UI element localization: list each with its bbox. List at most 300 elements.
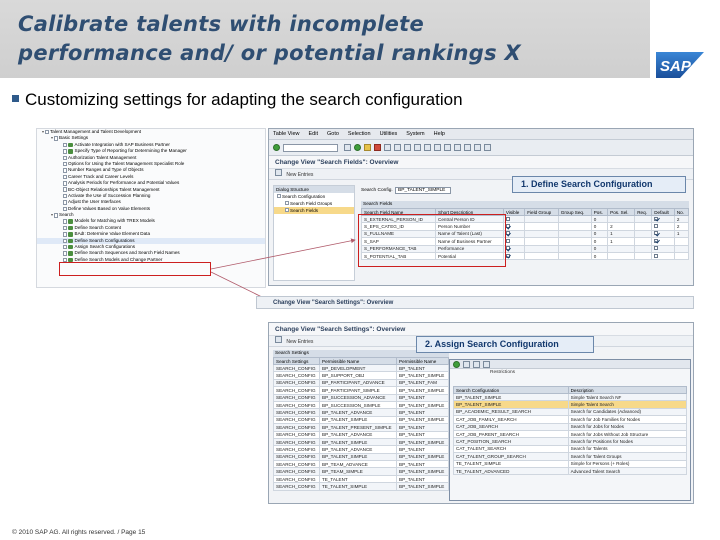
table-row[interactable]	[454, 460, 687, 467]
table-header-row	[454, 387, 687, 394]
search-config-value[interactable]: BP_TALENT_SIMPLE	[395, 187, 451, 194]
tree-node-label: Define Search Models and Change Partner	[74, 256, 163, 262]
table-cell: 2	[674, 216, 688, 223]
slide-title-line2: performance and/ or potential rankings X	[18, 41, 522, 65]
documentation-icon[interactable]	[54, 213, 58, 218]
table-cell: S_POTENTIAL_TAB	[362, 252, 436, 259]
table-cell: BP_TALENT	[397, 365, 449, 372]
table-cell: Simple Talent Search	[568, 401, 686, 408]
table-cell: BP_TALENT_SIMPLE	[397, 416, 449, 423]
table-cell: BP_TALENT_ADVANCE	[320, 446, 397, 453]
documentation-icon[interactable]	[63, 239, 67, 244]
table-cell: SEARCH_CONFIG	[274, 379, 320, 386]
table-cell: TE_TALENT_ADVANCED	[454, 467, 569, 474]
search-settings-dialog-header: Change View "Search Settings": Overview	[256, 296, 694, 309]
table-row[interactable]	[454, 401, 687, 408]
search-config-row	[361, 187, 451, 194]
enter-icon[interactable]	[273, 144, 280, 151]
tree-node-label: Basic Settings	[59, 135, 89, 141]
table-cell: BP_TALENT_SIMPLE	[320, 438, 397, 445]
table-cell: 0	[591, 230, 607, 237]
table-cell: SEARCH_CONFIG	[274, 431, 320, 438]
table-cell: BP_TEAM_ADVANCE	[320, 461, 397, 468]
column-header[interactable]: Default	[652, 209, 675, 216]
table-cell: TE_TALENT_SIMPLE	[454, 460, 569, 467]
table-row[interactable]	[274, 409, 449, 416]
checkbox-icon[interactable]	[506, 217, 510, 221]
screen-title: Change View "Search Fields": Overview	[269, 156, 693, 169]
column-header[interactable]: Search Field Name	[362, 209, 436, 216]
table-row[interactable]	[274, 446, 449, 453]
table-cell	[558, 245, 591, 252]
table-cell: Search for Talent Groups	[568, 453, 686, 460]
table-cell: Simple Talent Search NF	[568, 394, 686, 401]
menu-bar	[269, 129, 693, 140]
table-cell	[652, 223, 675, 230]
table-row[interactable]	[454, 408, 687, 415]
table-row[interactable]	[274, 379, 449, 386]
table-cell	[674, 245, 688, 252]
menu-item[interactable]: Edit	[308, 131, 318, 137]
tree-node-label: Adjust the User Interfaces	[68, 199, 121, 205]
table-cell: SEARCH_CONFIG	[274, 401, 320, 408]
standard-toolbar	[269, 140, 693, 156]
tree-node-label: Define Search Configurations	[74, 237, 135, 243]
tree-node-label: Career Track and Career Levels	[68, 173, 134, 179]
table-cell: BP_TALENT	[397, 431, 449, 438]
table-cell: SEARCH_CONFIG	[274, 446, 320, 453]
svg-text:SAP: SAP	[660, 58, 691, 75]
table-cell	[635, 252, 652, 259]
table-cell: SEARCH_CONFIG	[274, 438, 320, 445]
callout-assign-search-config: 2. Assign Search Configuration	[416, 336, 594, 353]
documentation-icon[interactable]	[63, 181, 67, 186]
table-cell	[525, 230, 559, 237]
checkbox-icon[interactable]	[654, 254, 658, 258]
table-cell: S_FULLNAME	[362, 230, 436, 237]
table-cell: BP_TALENT	[397, 446, 449, 453]
table-cell: 1	[674, 230, 688, 237]
highlight-box-search-fields	[358, 214, 506, 267]
checkbox-checked-icon[interactable]	[506, 254, 510, 258]
slide-title	[18, 10, 638, 68]
table-cell: Name of Business Partner	[436, 238, 504, 245]
documentation-icon[interactable]	[63, 149, 67, 154]
table-row[interactable]	[454, 438, 687, 445]
table-cell: BP_TALENT_SIMPLE	[320, 416, 397, 423]
checkbox-checked-icon[interactable]	[654, 239, 658, 243]
slide-title-line1: Calibrate talents with incomplete	[18, 12, 425, 36]
table-cell: BP_TALENT_SIMPLE	[397, 387, 449, 394]
documentation-icon[interactable]	[63, 162, 67, 167]
column-header[interactable]: Pos. Sel.	[608, 209, 635, 216]
table-cell: SEARCH_CONFIG	[274, 365, 320, 372]
documentation-icon[interactable]	[63, 251, 67, 256]
dialog-structure-item[interactable]	[274, 207, 354, 214]
table-cell: CAT_TALENT_SEARCH	[454, 445, 569, 452]
new-entries-button-2[interactable]: New Entries	[286, 339, 314, 345]
table-cell: BP_TALENT_SIMPLE	[454, 394, 569, 401]
documentation-icon[interactable]	[45, 130, 49, 135]
table-cell: BP_TEAM_SIMPLE	[320, 468, 397, 475]
table-cell: Name of Talent (Last)	[436, 230, 504, 237]
table-row[interactable]	[454, 394, 687, 401]
column-header[interactable]: Field Group	[525, 209, 559, 216]
table-cell: Search for Job Families for Nodes	[568, 416, 686, 423]
column-header[interactable]: Search Settings	[274, 358, 320, 365]
tree-node-label: Activate Integration with SAP Business Partner	[74, 141, 170, 147]
menu-item[interactable]: Goto	[326, 131, 339, 137]
execute-activity-icon[interactable]	[68, 226, 73, 231]
table-row[interactable]	[274, 483, 449, 490]
exit-icon[interactable]	[364, 144, 371, 151]
table-cell: SEARCH_CONFIG	[274, 461, 320, 468]
find-next-icon[interactable]	[404, 144, 411, 151]
table-cell: BP_TALENT	[397, 394, 449, 401]
table-cell: Potential	[436, 252, 504, 259]
table-cell: BP_TALENT_SIMPLE	[397, 438, 449, 445]
expand-toggle-icon[interactable]: ▾	[41, 129, 44, 134]
table-cell: SEARCH_CONFIG	[274, 416, 320, 423]
tree-node-label: Search	[59, 212, 74, 218]
table-cell	[525, 216, 559, 223]
execute-activity-icon[interactable]	[68, 239, 73, 244]
table-cell: 0	[591, 245, 607, 252]
table-cell: SEARCH_CONFIG	[274, 409, 320, 416]
tree-node-label: Define Search Sequences and Search Field Names	[74, 250, 180, 256]
table-cell: S_EXTERNAL_PERSON_ID	[362, 216, 436, 223]
popup-sort-icon[interactable]	[473, 361, 480, 368]
tree-node-label: Talent Management and Talent Development	[50, 129, 142, 134]
table-cell	[525, 238, 559, 245]
table-cell	[503, 252, 524, 259]
table-cell: BP_TALENT	[397, 475, 449, 482]
dialog-structure-item[interactable]	[274, 200, 354, 207]
command-field[interactable]	[283, 144, 338, 152]
new-entries-button[interactable]: New Entries	[286, 172, 314, 178]
table-cell	[558, 230, 591, 237]
table-cell	[608, 252, 635, 259]
table-cell	[525, 252, 559, 259]
table-cell	[503, 245, 524, 252]
table-cell: SEARCH_CONFIG	[274, 468, 320, 475]
table-cell: SEARCH_CONFIG	[274, 483, 320, 490]
column-header[interactable]: Permissible Name	[397, 358, 449, 365]
tree-node-label: Activate the Use of Succession Planning	[68, 192, 151, 198]
table-cell	[608, 245, 635, 252]
popup-enter-icon[interactable]	[453, 361, 460, 368]
table-cell	[635, 230, 652, 237]
table-cell: SEARCH_CONFIG	[274, 372, 320, 379]
table-cell	[503, 223, 524, 230]
execute-activity-icon[interactable]	[68, 219, 73, 224]
table-cell: BP_TALENT_SIMPLE	[397, 401, 449, 408]
checkbox-icon[interactable]	[654, 246, 658, 250]
tree-node-label: Models for Matching with TREX Models	[74, 218, 155, 224]
table-cell	[635, 223, 652, 230]
table-cell	[558, 216, 591, 223]
folder-icon	[277, 194, 281, 199]
table-cell: 2	[674, 223, 688, 230]
table-cell: CAT_JOB_FAMILY_SEARCH	[454, 416, 569, 423]
table-cell: BP_TALENT_PRESENT_SIMPLE	[320, 424, 397, 431]
table-cell	[635, 238, 652, 245]
table-cell	[674, 252, 688, 259]
table-cell: Search for Positions for Nodes	[568, 438, 686, 445]
dialog-structure-panel	[273, 185, 355, 281]
checkbox-checked-icon[interactable]	[506, 246, 510, 250]
table-row[interactable]	[274, 424, 449, 431]
dialog-structure-label: Search Field Groups	[290, 201, 333, 206]
callout-define-search-config: 1. Define Search Configuration	[512, 176, 686, 193]
table-cell: CAT_TALENT_GROUP_SEARCH	[454, 453, 569, 460]
expand-toggle-icon[interactable]: ▾	[50, 212, 53, 218]
table-cell: CAT_POSITION_SEARCH	[454, 438, 569, 445]
documentation-icon[interactable]	[63, 194, 67, 199]
tree-node-label: Analysis Periods for Performance and Potential Values	[68, 180, 180, 186]
table-cell	[558, 238, 591, 245]
search-fields-table-title: Search Fields	[361, 201, 689, 208]
checkbox-checked-icon[interactable]	[654, 217, 658, 221]
table-cell: TE_TALENT_SIMPLE	[320, 483, 397, 490]
documentation-icon[interactable]	[63, 175, 67, 180]
table-row[interactable]	[454, 445, 687, 452]
restrictions-toolbar	[450, 360, 690, 369]
column-header[interactable]: Group Seq.	[558, 209, 591, 216]
back-icon[interactable]	[354, 144, 361, 151]
table-row[interactable]	[454, 416, 687, 423]
dialog-structure-label: Search Fields	[290, 208, 319, 213]
menu-item[interactable]: System	[406, 131, 425, 137]
execute-activity-icon[interactable]	[68, 143, 73, 148]
table-cell: Search for Jobs for Nodes	[568, 423, 686, 430]
dialog-structure-item[interactable]	[274, 193, 354, 200]
table-row[interactable]	[274, 372, 449, 379]
tree-node-label: Assign Search Configurations	[74, 244, 136, 250]
column-header[interactable]: Req.	[635, 209, 652, 216]
table-row[interactable]	[274, 394, 449, 401]
menu-item[interactable]: Table View	[273, 131, 300, 137]
highlight-box-img	[59, 262, 211, 276]
first-page-icon[interactable]	[414, 144, 421, 151]
column-header[interactable]: Visible	[503, 209, 524, 216]
prev-page-icon[interactable]	[424, 144, 431, 151]
execute-activity-icon[interactable]	[68, 149, 73, 154]
table-cell: S_PERFORMANCE_TAB	[362, 245, 436, 252]
dialog-structure-label: Search Configuration	[282, 194, 326, 199]
checkbox-icon[interactable]	[506, 239, 510, 243]
table-cell: Search for Talents	[568, 445, 686, 452]
bullet-text: Customizing settings for adapting the search configuration	[25, 90, 463, 109]
table-cell: BP_TALENT_SIMPLE	[454, 401, 569, 408]
table-cell: CAT_JOB_PARENT_SEARCH	[454, 430, 569, 437]
documentation-icon[interactable]	[63, 219, 67, 224]
menu-item[interactable]: Selection	[347, 131, 371, 137]
checkbox-icon[interactable]	[654, 224, 658, 228]
table-cell: Performance	[436, 245, 504, 252]
display-change-icon[interactable]	[275, 169, 282, 176]
tree-node-label: BAdI: Determine Value Element Data	[74, 231, 150, 237]
display-change-icon-2[interactable]	[275, 336, 282, 343]
tree-node-label: Options for Using the Talent Management Specialist Role	[68, 160, 185, 166]
table-row[interactable]	[274, 365, 449, 372]
screen-title-2: Change View "Search Settings": Overview	[269, 323, 693, 336]
table-cell: Advanced Talent Search	[568, 467, 686, 474]
table-cell: SEARCH_CONFIG	[274, 424, 320, 431]
documentation-icon[interactable]	[54, 136, 58, 141]
last-page-icon[interactable]	[444, 144, 451, 151]
execute-activity-icon[interactable]	[68, 245, 73, 250]
column-header[interactable]: Permissible Name	[320, 358, 397, 365]
table-row[interactable]	[274, 387, 449, 394]
print-icon[interactable]	[384, 144, 391, 151]
table-row[interactable]	[274, 468, 449, 475]
table-row[interactable]	[454, 430, 687, 437]
table-cell	[503, 230, 524, 237]
table-row[interactable]	[274, 431, 449, 438]
shortcut-icon[interactable]	[464, 144, 471, 151]
table-cell: BP_DEVELOPMENT	[320, 365, 397, 372]
table-cell: BP_TALENT_SIMPLE	[397, 468, 449, 475]
tree-node-label: Number Ranges and Type of Objects	[68, 167, 144, 173]
table-cell: BP_TALENT	[397, 461, 449, 468]
table-cell: Central Person ID	[436, 216, 504, 223]
table-cell: Search for Jobs Without Job Structure	[568, 430, 686, 437]
table-cell: 0	[591, 216, 607, 223]
table-cell: BP_SUCCESSION_ADVANCE	[320, 394, 397, 401]
documentation-icon[interactable]	[63, 245, 67, 250]
table-row[interactable]	[454, 467, 687, 474]
documentation-icon[interactable]	[63, 168, 67, 173]
table-cell: BP_TALENT_FAM	[397, 379, 449, 386]
menu-item[interactable]: Help	[433, 131, 445, 137]
table-cell: SEARCH_CONFIG	[274, 453, 320, 460]
menu-item[interactable]: Utilities	[379, 131, 398, 137]
column-header[interactable]: Short Description	[436, 209, 504, 216]
table-cell	[608, 216, 635, 223]
table-cell: 1	[608, 230, 635, 237]
popup-find-icon[interactable]	[463, 361, 470, 368]
table-cell	[674, 238, 688, 245]
table-header-row	[274, 358, 449, 365]
table-row[interactable]	[454, 453, 687, 460]
new-session-icon[interactable]	[454, 144, 461, 151]
table-cell	[558, 223, 591, 230]
tree-node-label: BC-Object Relationships Talent Management	[68, 186, 160, 192]
table-cell: 1	[608, 238, 635, 245]
documentation-icon[interactable]	[63, 232, 67, 237]
table-cell	[635, 245, 652, 252]
slide-footer: © 2010 SAP AG. All rights reserved. / Page 15	[12, 529, 146, 536]
table-cell: BP_TALENT_ADVANCE	[320, 409, 397, 416]
dialog-structure-title: Dialog Structure	[274, 186, 354, 193]
folder-icon	[285, 201, 289, 206]
table-cell: TE_TALENT	[320, 475, 397, 482]
table-row[interactable]	[274, 461, 449, 468]
documentation-icon[interactable]	[63, 226, 67, 231]
search-config-label: Search Config.	[361, 188, 393, 193]
table-cell: 2	[608, 223, 635, 230]
table-cell	[652, 238, 675, 245]
table-cell: BP_TALENT_SIMPLE	[397, 483, 449, 490]
table-cell: BP_PARTICIPANT_ADVANCE	[320, 379, 397, 386]
expand-toggle-icon[interactable]: ▾	[50, 135, 53, 141]
search-settings-table	[273, 357, 449, 491]
execute-activity-icon[interactable]	[68, 232, 73, 237]
table-cell	[525, 245, 559, 252]
table-cell	[652, 252, 675, 259]
column-header[interactable]: No.	[674, 209, 688, 216]
column-header[interactable]: Description	[568, 387, 686, 394]
bullet-item	[12, 90, 463, 110]
tree-node-label: Specify Type of Reporting for Determining the Manager	[74, 148, 187, 154]
table-cell	[652, 230, 675, 237]
save-icon[interactable]	[344, 144, 351, 151]
tree-node-label: Define Values Based on Value Elements	[68, 205, 151, 211]
table-cell: 0	[591, 223, 607, 230]
table-cell: S_SAP	[362, 238, 436, 245]
table-cell: BP_TALENT	[397, 409, 449, 416]
tree-node-label: Define Search Content	[74, 224, 121, 230]
table-cell: Search for Candidates (Advanced)	[568, 408, 686, 415]
table-cell: BP_TALENT_SIMPLE	[397, 372, 449, 379]
column-header[interactable]: Search Configuration	[454, 387, 569, 394]
layout-icon[interactable]	[484, 144, 491, 151]
table-cell: SEARCH_CONFIG	[274, 387, 320, 394]
table-row[interactable]	[274, 416, 449, 423]
documentation-icon[interactable]	[63, 143, 67, 148]
table-cell: BP_TALENT_SIMPLE	[320, 453, 397, 460]
search-settings-table-title: Search Settings	[273, 350, 449, 357]
tree-node-label: Authorization Talent Management	[68, 154, 137, 160]
table-row[interactable]	[274, 453, 449, 460]
table-row[interactable]	[454, 423, 687, 430]
table-row[interactable]	[274, 438, 449, 445]
cancel-icon[interactable]	[374, 144, 381, 151]
table-cell: BP_ACADEMIC_RESULT_SEARCH	[454, 408, 569, 415]
bullet-square-icon	[12, 95, 19, 102]
restrictions-title: Restrictions	[490, 370, 516, 375]
execute-activity-icon[interactable]	[68, 251, 73, 256]
folder-icon	[285, 208, 289, 213]
documentation-icon[interactable]	[63, 207, 67, 212]
popup-filter-icon[interactable]	[483, 361, 490, 368]
checkbox-checked-icon[interactable]	[654, 231, 658, 235]
table-cell: BP_PARTICIPANT_SIMPLE	[320, 387, 397, 394]
restrictions-popup	[449, 359, 691, 501]
table-row[interactable]	[274, 401, 449, 408]
checkbox-checked-icon[interactable]	[506, 231, 510, 235]
table-cell: BP_SUPPORT_OBJ	[320, 372, 397, 379]
documentation-icon[interactable]	[63, 200, 67, 205]
next-page-icon[interactable]	[434, 144, 441, 151]
documentation-icon[interactable]	[63, 187, 67, 192]
column-header[interactable]: Pos.	[591, 209, 607, 216]
table-cell: BP_TALENT	[397, 424, 449, 431]
table-cell	[652, 245, 675, 252]
table-row[interactable]	[274, 475, 449, 482]
table-cell	[525, 223, 559, 230]
table-cell	[635, 216, 652, 223]
find-icon[interactable]	[394, 144, 401, 151]
table-cell: S_EPS_CATEG_ID	[362, 223, 436, 230]
table-cell: Person Number	[436, 223, 504, 230]
help-icon[interactable]	[474, 144, 481, 151]
table-cell: BP_SUCCESSION_SIMPLE	[320, 401, 397, 408]
checkbox-checked-icon[interactable]	[506, 224, 510, 228]
documentation-icon[interactable]	[63, 156, 67, 161]
table-cell: 0	[591, 252, 607, 259]
